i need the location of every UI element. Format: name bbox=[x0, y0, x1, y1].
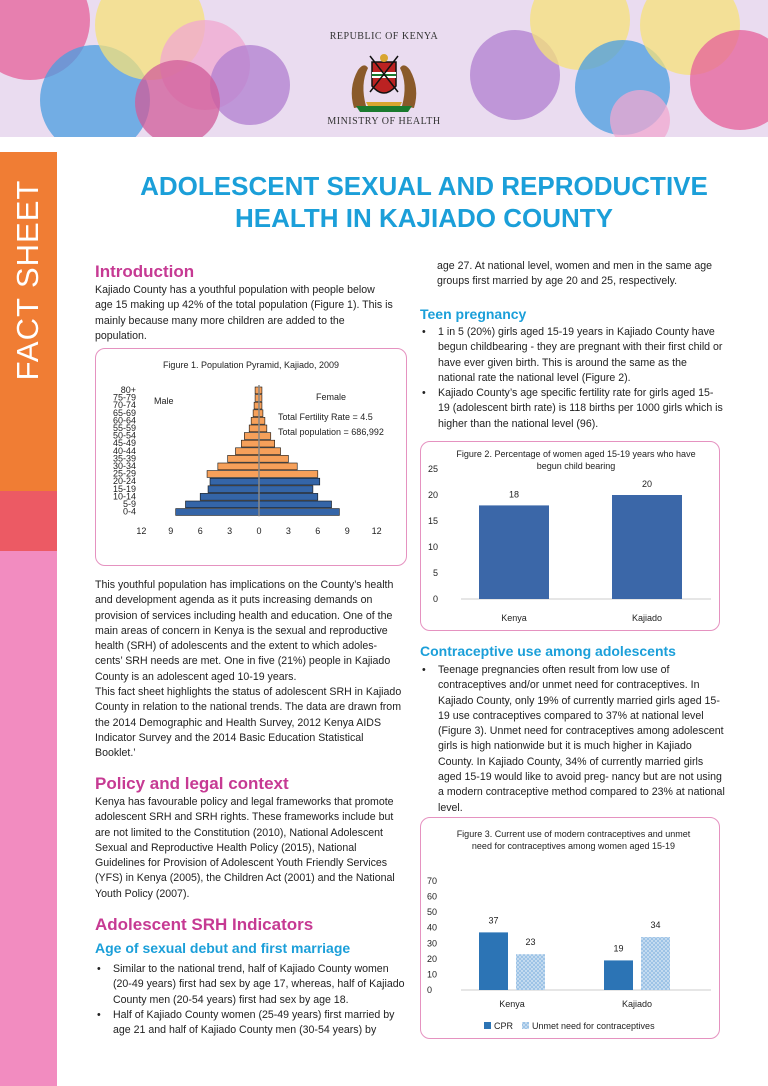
y-tick-label: 50 bbox=[427, 907, 438, 918]
age-group-label: 20-24 bbox=[112, 476, 136, 487]
y-tick-label: 25 bbox=[427, 464, 438, 474]
data-label: 37 bbox=[488, 915, 499, 926]
age-group-label: 70-74 bbox=[112, 400, 136, 411]
male-bar bbox=[208, 486, 259, 493]
age-group-label: 50-54 bbox=[112, 430, 136, 441]
age-group-label: 80+ bbox=[120, 385, 136, 395]
teen-childbearing-chart bbox=[421, 442, 721, 632]
indicators-heading: Adolescent SRH Indicators bbox=[95, 915, 314, 934]
age-group-label: 5-9 bbox=[122, 499, 136, 509]
male-bar bbox=[249, 425, 259, 432]
marriage-continued-text: age 27. At national level, women and men in the same age groups first married by age 20 and 25, respectively. bbox=[437, 260, 713, 288]
figure-3-box bbox=[420, 817, 720, 1039]
age-group-label: 30-34 bbox=[112, 461, 136, 471]
data-label: 23 bbox=[525, 937, 536, 948]
contraceptive-bullet-list bbox=[420, 663, 725, 816]
republic-label: REPUBLIC OF KENYA bbox=[329, 31, 439, 42]
bar bbox=[612, 495, 682, 599]
male-bar bbox=[228, 455, 259, 462]
data-label: 20 bbox=[641, 479, 653, 489]
x-tick-label: 9 bbox=[168, 526, 174, 537]
male-bar bbox=[200, 493, 259, 500]
male-bar bbox=[186, 501, 260, 508]
male-bar bbox=[253, 410, 259, 417]
legend-label-unmet: Unmet need for contraceptives bbox=[532, 1021, 655, 1031]
figure-2-title: Figure 2. Percentage of women aged 15-19 years who have begun child bearing bbox=[456, 449, 696, 471]
bar bbox=[479, 505, 549, 599]
male-bar bbox=[207, 471, 259, 478]
sexual-debut-subheading: Age of sexual debut and first marriage bbox=[95, 940, 351, 956]
title-line-1: ADOLESCENT SEXUAL AND REPRODUCTIVE bbox=[140, 171, 708, 201]
category-label: Kenya bbox=[499, 999, 525, 1009]
side-strip-red bbox=[0, 491, 57, 551]
cpr-bar bbox=[604, 960, 633, 990]
legend-label-cpr: CPR bbox=[494, 1021, 514, 1031]
female-bar bbox=[259, 440, 275, 447]
contraceptive-heading: Contraceptive use among adolescents bbox=[420, 643, 676, 659]
coat-of-arms-icon bbox=[346, 48, 422, 114]
list-item: • Kajiado County’s age specific fertility rate for girls aged 15-19 (adolescent birth rate) is 118 births per 1000 girls which is higher than the national level (96). bbox=[420, 386, 725, 432]
figure-3-title: Figure 3. Current use of modern contraceptives and unmet need for contraceptives among women aged 15-19 bbox=[456, 829, 691, 851]
female-label: Female bbox=[316, 392, 347, 402]
y-tick-label: 60 bbox=[427, 891, 438, 902]
total-pop-label: Total population = 686,992 bbox=[278, 427, 384, 437]
y-tick-label: 40 bbox=[427, 922, 438, 933]
figure-1-box bbox=[95, 348, 407, 566]
age-group-label: 15-19 bbox=[112, 483, 136, 494]
age-group-label: 75-79 bbox=[112, 392, 136, 403]
header-banner bbox=[0, 0, 768, 137]
age-group-label: 10-14 bbox=[112, 491, 136, 502]
y-tick-label: 10 bbox=[427, 542, 438, 552]
y-tick-label: 20 bbox=[427, 953, 438, 964]
y-tick-label: 5 bbox=[432, 568, 438, 578]
male-bar bbox=[244, 433, 259, 440]
title-line-2: HEALTH IN KAJIADO COUNTY bbox=[235, 203, 613, 233]
decor-bubble bbox=[210, 45, 290, 125]
female-bar bbox=[259, 463, 297, 470]
female-bar bbox=[259, 493, 318, 500]
age-group-label: 45-49 bbox=[112, 438, 136, 449]
teen-pregnancy-heading: Teen pregnancy bbox=[420, 306, 527, 322]
age-group-label: 55-59 bbox=[112, 423, 136, 433]
age-group-label: 35-39 bbox=[112, 453, 136, 464]
x-tick-label: 12 bbox=[371, 526, 382, 537]
data-label: 34 bbox=[650, 920, 661, 931]
decor-bubble bbox=[135, 60, 220, 137]
female-bar bbox=[259, 471, 318, 478]
x-tick-label: 9 bbox=[344, 526, 350, 537]
figure-1-title: Figure 1. Population Pyramid, Kajiado, 2009 bbox=[162, 360, 340, 370]
female-bar bbox=[259, 501, 332, 508]
contraceptive-use-chart bbox=[421, 818, 721, 1040]
legend-swatch-unmet bbox=[522, 1022, 529, 1029]
cpr-bar bbox=[479, 932, 508, 990]
x-tick-label: 6 bbox=[197, 526, 203, 537]
policy-heading: Policy and legal context bbox=[95, 774, 289, 793]
teen-bullet-list bbox=[420, 325, 725, 432]
indicators-bullet-list bbox=[95, 962, 405, 1038]
male-label: Male bbox=[154, 396, 174, 406]
male-bar bbox=[251, 417, 259, 424]
age-group-label: 40-44 bbox=[112, 445, 136, 456]
intro-heading: Introduction bbox=[95, 262, 195, 281]
policy-text: Kenya has favourable policy and legal frameworks that promote adolescent SRH and SRH rights. These frameworks include but are not limited to the Constitution (2010), National Adolescent Sexual and Reproductive Health Policy (2015), National Guidelines for Provision of Adolescent Youth Friendly Services (YFS) in Kenya (2005), the Children Act (2001) and the National Youth Policy (2007). bbox=[95, 796, 395, 900]
data-label: 18 bbox=[508, 489, 520, 500]
male-bar bbox=[176, 509, 259, 516]
y-tick-label: 0 bbox=[432, 594, 438, 604]
age-group-label: 25-29 bbox=[112, 468, 136, 479]
y-tick-label: 0 bbox=[427, 985, 433, 995]
female-bar bbox=[259, 478, 320, 485]
list-item: • Half of Kajiado County women (25-49 years) first married by age 21 and half of Kajiado County men (30-54 years) by bbox=[95, 1008, 405, 1039]
intro-text: Kajiado County has a youthful population with people below age 15 making up 42% of the total population (Figure 1). This is mainly because many more children are added to the population. bbox=[95, 284, 393, 342]
category-label: Kajiado bbox=[621, 999, 653, 1009]
female-bar bbox=[259, 433, 271, 440]
male-bar bbox=[241, 440, 259, 447]
unmet-need-bar bbox=[516, 954, 545, 990]
list-item: • Teenage pregnancies often result from low use of contraceptives and/or unmet need for contraceptives. In Kajiado County, only 19% of currently married girls aged 15-19 use contraceptives compared to 37% at national level (Figure 3). Unmet need for contraceptives among adolescent girls is high nationwide but it is much higher in Kajiado County. In Kajiado County, 34% of currently married girls aged 15-19 would like to avoid preg- nancy but are not using a modern contraceptive method compared to 23% at national level. bbox=[420, 663, 725, 816]
x-tick-label: 12 bbox=[136, 526, 147, 537]
figure-2-box bbox=[420, 441, 720, 631]
y-tick-label: 30 bbox=[427, 938, 438, 949]
female-bar bbox=[259, 425, 267, 432]
age-group-label: 60-64 bbox=[112, 415, 136, 426]
body-paragraph-2: This fact sheet highlights the status of adolescent SRH in Kajiado County in relation to the national trends. The data are drawn from the 2014 Demographic and Health Survey, 2012 Kenya AIDS Indicator Survey and the 2014 Basic Education Statistical Booklet.’ bbox=[95, 686, 402, 760]
population-pyramid-chart bbox=[96, 367, 406, 567]
y-tick-label: 20 bbox=[427, 490, 438, 500]
male-bar bbox=[235, 448, 259, 455]
female-bar bbox=[259, 448, 281, 455]
list-item: • Similar to the national trend, half of Kajiado County women (20-49 years) first had sex by age 17, whereas, half of Kajiado County men (20-54 years) first had sex by age 18. bbox=[95, 962, 405, 1008]
category-label: Kajiado bbox=[631, 613, 663, 623]
ministry-label: MINISTRY OF HEALTH bbox=[327, 116, 441, 127]
x-tick-label: 6 bbox=[315, 526, 321, 537]
data-label: 19 bbox=[613, 943, 624, 954]
coat-of-arms-block bbox=[300, 0, 468, 137]
x-tick-label: 3 bbox=[227, 526, 233, 537]
female-bar bbox=[259, 417, 265, 424]
male-bar bbox=[218, 463, 259, 470]
tfr-label: Total Fertility Rate = 4.5 bbox=[278, 412, 373, 422]
legend-swatch-cpr bbox=[484, 1022, 491, 1029]
unmet-need-bar bbox=[641, 937, 670, 990]
x-tick-label: 3 bbox=[285, 526, 291, 537]
y-tick-label: 10 bbox=[427, 969, 438, 980]
x-tick-label: 0 bbox=[256, 526, 262, 537]
male-bar bbox=[210, 478, 259, 485]
category-label: Kenya bbox=[501, 613, 527, 623]
body-paragraph: This youthful population has implications on the County’s health and development agenda as it puts increasing demands on provision of services including health and education. One of the main areas of concern in Kenya is the sexual and reproductive health (SRH) of adolescents and the extent to which adoles- cents’ SRH needs are met. One in five (21%) people in Kajiado County is an adolescent aged 10-19 years. bbox=[95, 579, 394, 683]
side-strip-pink bbox=[0, 551, 57, 1086]
y-tick-label: 70 bbox=[427, 876, 438, 886]
age-group-label: 0-4 bbox=[122, 506, 136, 517]
age-group-label: 65-69 bbox=[112, 407, 136, 418]
y-tick-label: 15 bbox=[427, 516, 438, 526]
page-title bbox=[80, 170, 768, 234]
fact-sheet-label: FACT SHEET bbox=[10, 179, 45, 381]
female-bar bbox=[259, 509, 339, 516]
female-bar bbox=[259, 455, 288, 462]
list-item: • 1 in 5 (20%) girls aged 15-19 years in Kajiado County have begun childbearing - they are pregnant with their first child or have ever given birth. This is around the same as the national rate the national level (Figure 2). bbox=[420, 325, 725, 386]
female-bar bbox=[259, 486, 313, 493]
